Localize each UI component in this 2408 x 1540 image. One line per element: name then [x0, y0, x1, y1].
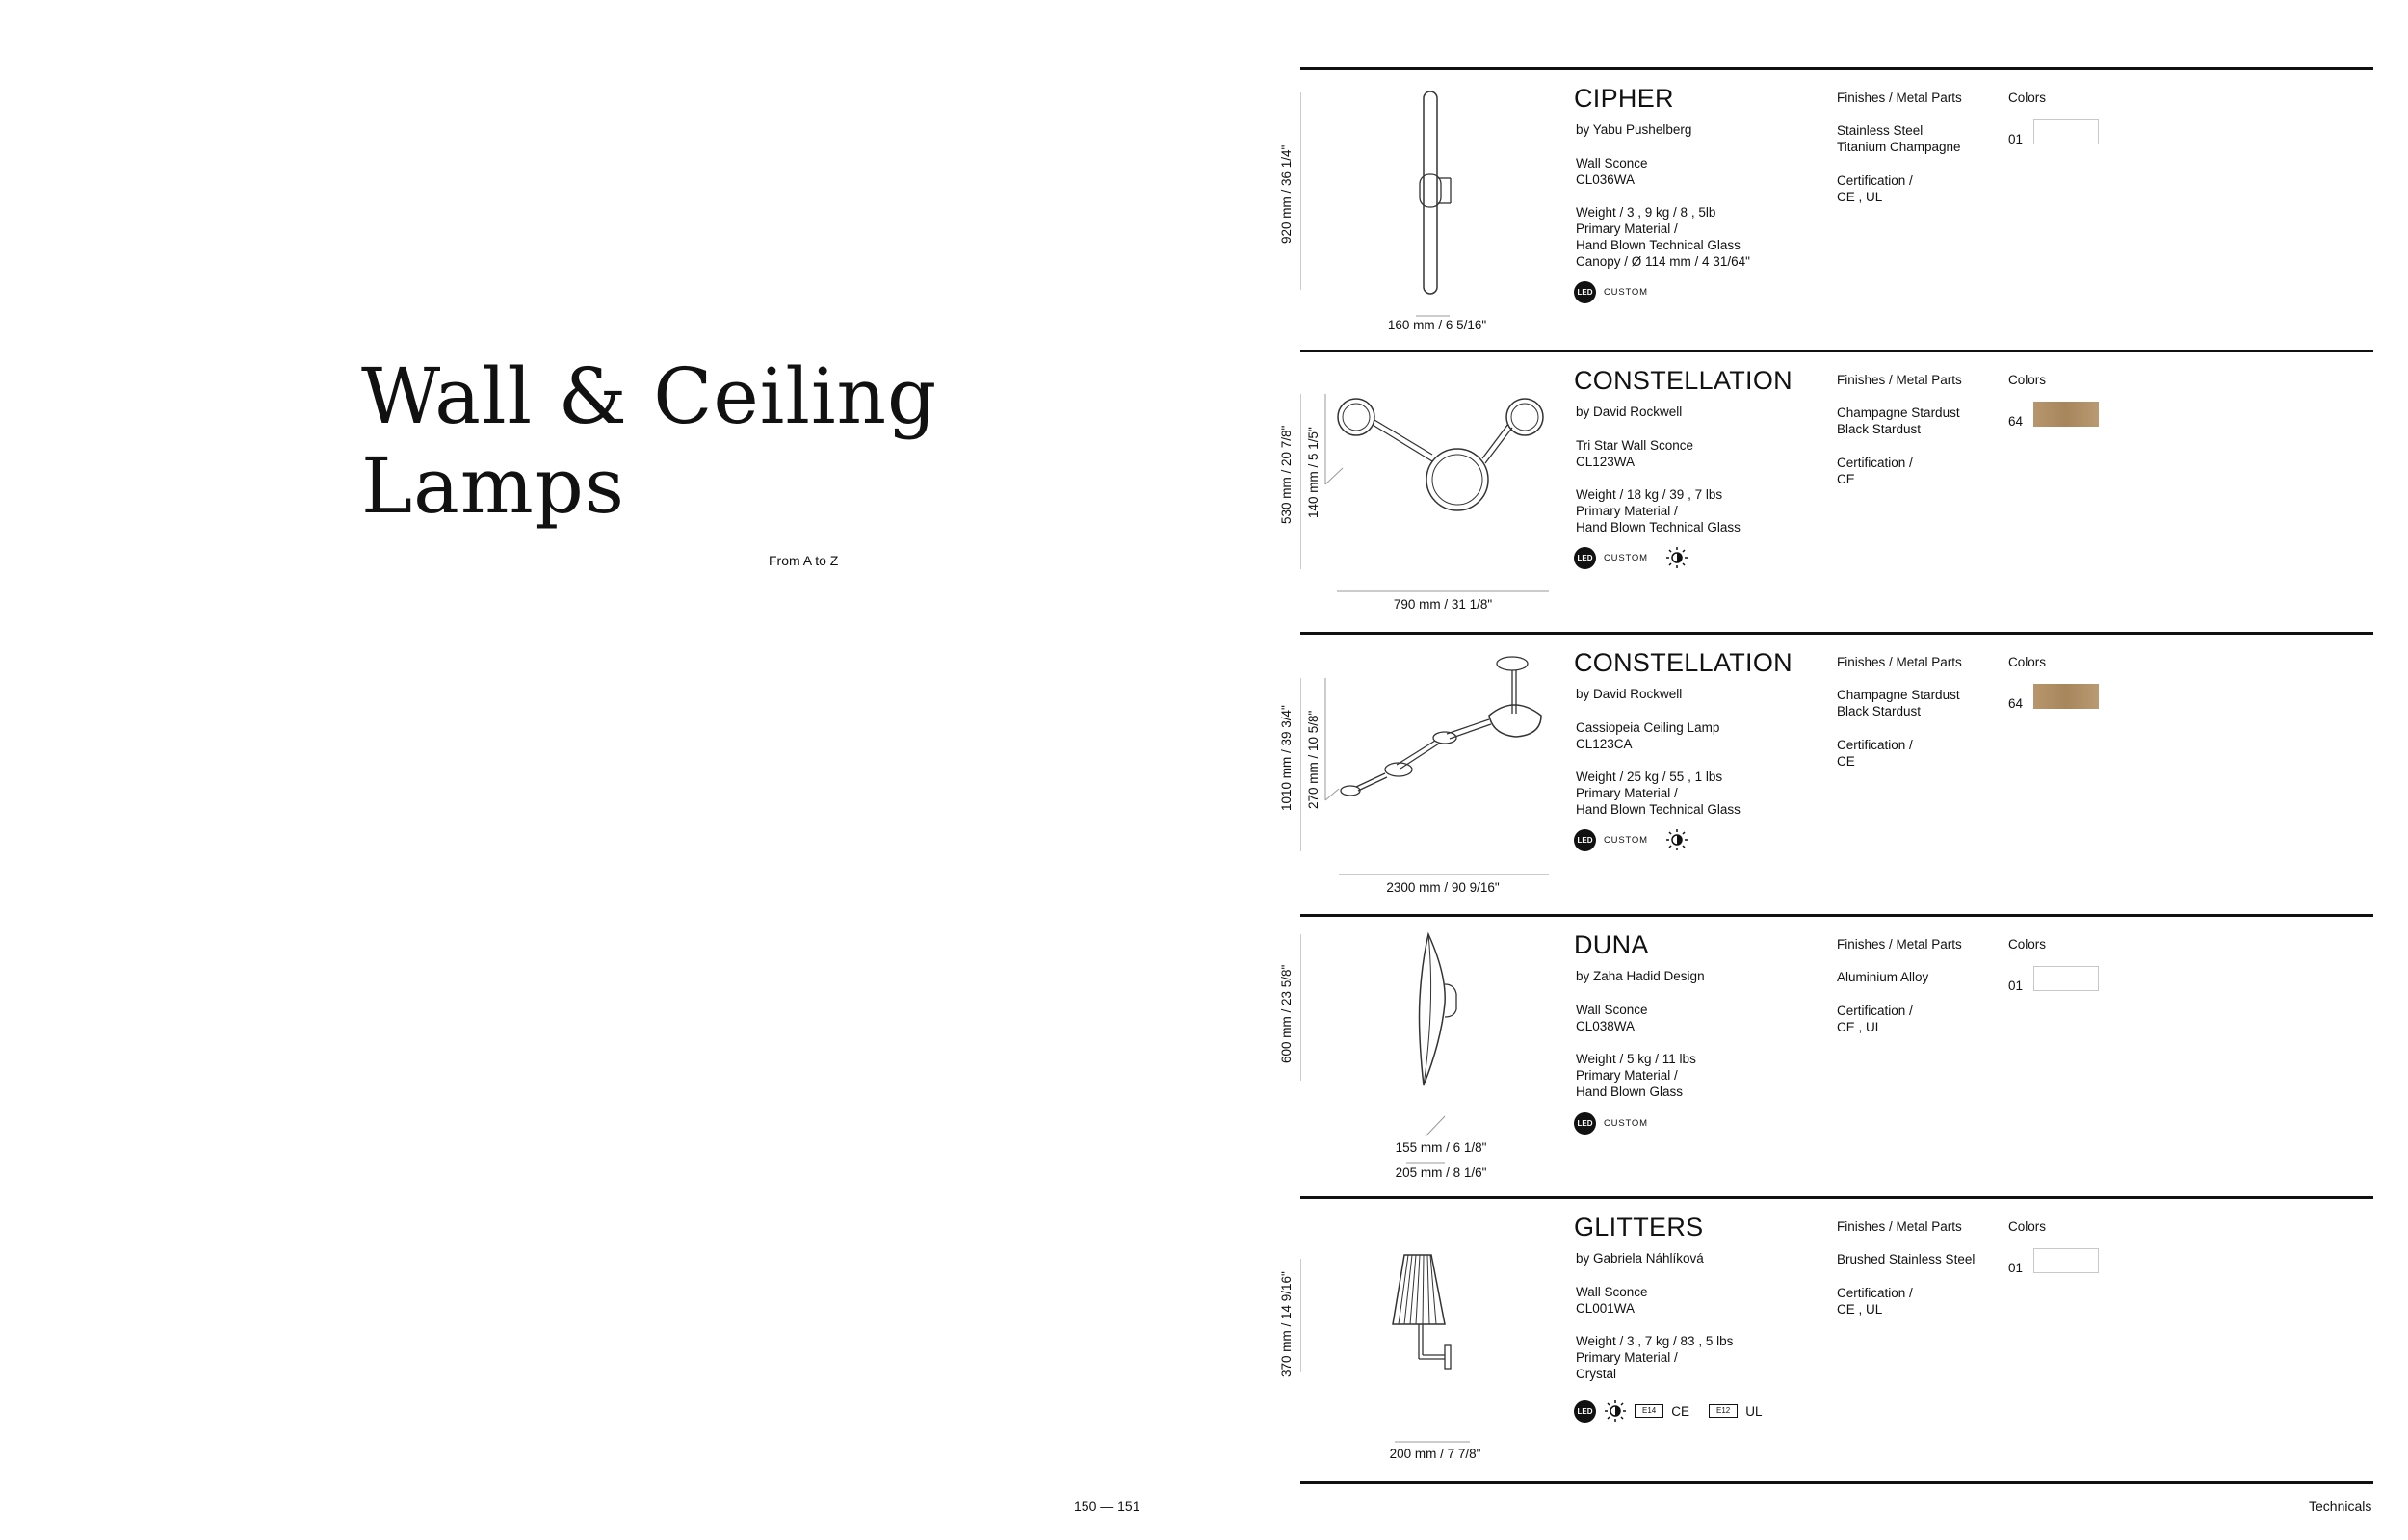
spec-list — [1576, 769, 1741, 818]
colors-column — [2008, 90, 2124, 150]
designer: by David Rockwell — [1576, 405, 1683, 419]
spec-line: Weight / 3 , 7 kg / 83 , 5 lbs — [1576, 1334, 1734, 1348]
finishes-column — [1837, 936, 1991, 1035]
page-numbers: 150 — 151 — [1074, 1499, 1140, 1514]
height-dimension: 600 mm / 23 5/8" — [1279, 964, 1294, 1063]
spec-list — [1576, 1333, 1733, 1382]
certification-label: Certification / — [1837, 738, 1913, 752]
feature-icons — [1574, 281, 1658, 303]
product-row-glitters — [1279, 1196, 2373, 1484]
designer: by Zaha Hadid Design — [1576, 969, 1705, 983]
spec-line: Weight / 25 kg / 55 , 1 lbs — [1576, 770, 1723, 784]
type-label: Wall Sconce — [1576, 156, 1648, 170]
dimmable-sun-icon — [1665, 828, 1688, 851]
subtitle: From A to Z — [769, 553, 839, 568]
custom-label: CUSTOM — [1604, 834, 1648, 846]
width-dimension: 160 mm / 6 5/16" — [1387, 318, 1487, 332]
custom-label: CUSTOM — [1604, 1118, 1648, 1129]
finishes-heading: Finishes / Metal Parts — [1837, 1219, 1962, 1234]
page-title — [361, 352, 938, 531]
certification-label: Certification / — [1837, 173, 1913, 188]
dimmable-sun-icon — [1604, 1399, 1627, 1423]
designer: by Yabu Pushelberg — [1576, 122, 1692, 137]
bulb-certification: CE — [1671, 1403, 1689, 1419]
finish-item: Black Stardust — [1837, 422, 1922, 436]
colors-heading: Colors — [2008, 373, 2047, 387]
height-dimension: 370 mm / 14 9/16" — [1279, 1271, 1294, 1377]
certification-value: CE — [1837, 472, 1855, 486]
led-icon: LED — [1574, 1400, 1596, 1423]
product-type — [1576, 155, 1648, 188]
color-code: 01 — [2008, 132, 2024, 146]
spec-list — [1576, 204, 1750, 270]
spec-line: Canopy / Ø 114 mm / 4 31/64" — [1576, 254, 1750, 269]
color-code: 01 — [2008, 1261, 2024, 1275]
color-swatch — [2033, 402, 2099, 427]
color-code: 01 — [2008, 979, 2024, 993]
spec-line: Weight / 3 , 9 kg / 8 , 5lb — [1576, 205, 1716, 220]
product-code: CL123CA — [1576, 737, 1633, 751]
product-name: DUNA — [1574, 930, 1649, 959]
color-swatch — [2033, 684, 2099, 709]
type-label: Wall Sconce — [1576, 1003, 1648, 1017]
product-row-constellation-wall — [1279, 350, 2373, 635]
width-dimension: 2300 mm / 90 9/16" — [1386, 880, 1500, 895]
custom-label: CUSTOM — [1604, 287, 1648, 298]
product-name: CIPHER — [1574, 84, 1674, 113]
type-label: Wall Sconce — [1576, 1285, 1648, 1299]
spec-line: Hand Blown Glass — [1576, 1084, 1684, 1099]
colors-column — [2008, 372, 2124, 432]
finish-item: Champagne Stardust — [1837, 688, 1960, 702]
product-name: GLITTERS — [1574, 1213, 1704, 1241]
colors-heading: Colors — [2008, 1219, 2047, 1234]
finish-item: Black Stardust — [1837, 704, 1922, 718]
finishes-heading: Finishes / Metal Parts — [1837, 91, 1962, 105]
depth-dimension: 140 mm / 5 1/5" — [1306, 427, 1321, 518]
glitters-drawing — [1300, 1199, 1570, 1481]
finishes-heading: Finishes / Metal Parts — [1837, 655, 1962, 669]
depth-dimension: 155 mm / 6 1/8" — [1395, 1140, 1487, 1155]
led-icon: LED — [1574, 547, 1596, 569]
spec-line: Weight / 18 kg / 39 , 7 lbs — [1576, 487, 1723, 502]
spec-line: Hand Blown Technical Glass — [1576, 802, 1741, 817]
spec-line: Hand Blown Technical Glass — [1576, 238, 1741, 252]
section-label: Technicals — [2309, 1499, 2372, 1514]
width-dimension: 205 mm / 8 1/6" — [1395, 1165, 1487, 1180]
feature-icons — [1574, 1399, 1774, 1423]
bulb-type-e12: E12 — [1709, 1404, 1738, 1418]
finish-item: Brushed Stainless Steel — [1837, 1252, 1976, 1266]
colors-column — [2008, 1218, 2124, 1279]
product-row-constellation-ceiling — [1279, 632, 2373, 917]
width-dimension: 790 mm / 31 1/8" — [1393, 597, 1493, 612]
duna-drawing — [1300, 917, 1570, 1199]
height-dimension: 920 mm / 36 1/4" — [1279, 144, 1294, 244]
spec-list — [1576, 1051, 1696, 1100]
product-row-duna — [1279, 914, 2373, 1199]
colors-heading: Colors — [2008, 91, 2047, 105]
bulb-type-e14: E14 — [1635, 1404, 1663, 1418]
depth-dimension: 270 mm / 10 5/8" — [1306, 710, 1321, 809]
bulb-certification: UL — [1745, 1403, 1763, 1419]
product-name: CONSTELLATION — [1574, 366, 1793, 395]
certification-value: CE — [1837, 754, 1855, 769]
color-swatch — [2033, 1248, 2099, 1273]
designer: by Gabriela Náhlíková — [1576, 1251, 1704, 1266]
spec-line: Primary Material / — [1576, 1068, 1678, 1083]
product-row-cipher — [1279, 67, 2373, 352]
height-dimension: 530 mm / 20 7/8" — [1279, 425, 1294, 524]
certification-label: Certification / — [1837, 1004, 1913, 1018]
product-code: CL036WA — [1576, 172, 1636, 187]
feature-icons — [1574, 1112, 1658, 1135]
colors-heading: Colors — [2008, 655, 2047, 669]
designer: by David Rockwell — [1576, 687, 1683, 701]
width-dimension: 200 mm / 7 7/8" — [1389, 1447, 1481, 1461]
certification-value: CE , UL — [1837, 190, 1883, 204]
spec-line: Weight / 5 kg / 11 lbs — [1576, 1052, 1696, 1066]
finish-item: Champagne Stardust — [1837, 405, 1960, 420]
color-swatch — [2033, 119, 2099, 144]
spec-line: Primary Material / — [1576, 1350, 1678, 1365]
feature-icons — [1574, 546, 1688, 569]
height-dimension: 1010 mm / 39 3/4" — [1279, 705, 1294, 811]
feature-icons — [1574, 828, 1688, 851]
color-code: 64 — [2008, 414, 2024, 429]
certification-label: Certification / — [1837, 1286, 1913, 1300]
spec-line: Primary Material / — [1576, 222, 1678, 236]
color-swatch — [2033, 966, 2099, 991]
constellation-ceiling-drawing — [1300, 635, 1570, 917]
cipher-drawing — [1300, 70, 1570, 352]
certification-label: Certification / — [1837, 456, 1913, 470]
type-label: Cassiopeia Ceiling Lamp — [1576, 720, 1720, 735]
color-code: 64 — [2008, 696, 2024, 711]
colors-heading: Colors — [2008, 937, 2047, 952]
dimmable-sun-icon — [1665, 546, 1688, 569]
led-icon: LED — [1574, 829, 1596, 851]
spec-list — [1576, 486, 1741, 535]
finishes-heading: Finishes / Metal Parts — [1837, 373, 1962, 387]
finish-item: Aluminium Alloy — [1837, 970, 1929, 984]
product-code: CL123WA — [1576, 455, 1636, 469]
title-line-2: Lamps — [361, 441, 625, 531]
finishes-column — [1837, 1218, 1991, 1318]
finishes-column — [1837, 90, 1991, 205]
finishes-column — [1837, 372, 1991, 487]
product-name: CONSTELLATION — [1574, 648, 1793, 677]
spec-line: Primary Material / — [1576, 504, 1678, 518]
certification-value: CE , UL — [1837, 1020, 1883, 1034]
title-line-1: Wall & Ceiling — [361, 352, 938, 441]
colors-column — [2008, 654, 2124, 715]
spec-line: Primary Material / — [1576, 786, 1678, 800]
finishes-column — [1837, 654, 1991, 770]
type-label: Tri Star Wall Sconce — [1576, 438, 1694, 453]
finish-item: Stainless Steel — [1837, 123, 1924, 138]
product-type — [1576, 1284, 1648, 1317]
spec-line: Crystal — [1576, 1367, 1617, 1381]
custom-label: CUSTOM — [1604, 552, 1648, 563]
product-code: CL038WA — [1576, 1019, 1636, 1033]
finishes-heading: Finishes / Metal Parts — [1837, 937, 1962, 952]
product-type — [1576, 437, 1693, 470]
product-type — [1576, 719, 1719, 752]
constellation-wall-drawing — [1300, 352, 1570, 635]
finish-item: Titanium Champagne — [1837, 140, 1961, 154]
product-type — [1576, 1002, 1648, 1034]
certification-value: CE , UL — [1837, 1302, 1883, 1317]
spec-line: Hand Blown Technical Glass — [1576, 520, 1741, 535]
led-icon: LED — [1574, 1112, 1596, 1135]
colors-column — [2008, 936, 2124, 997]
product-code: CL001WA — [1576, 1301, 1636, 1316]
led-icon: LED — [1574, 281, 1596, 303]
